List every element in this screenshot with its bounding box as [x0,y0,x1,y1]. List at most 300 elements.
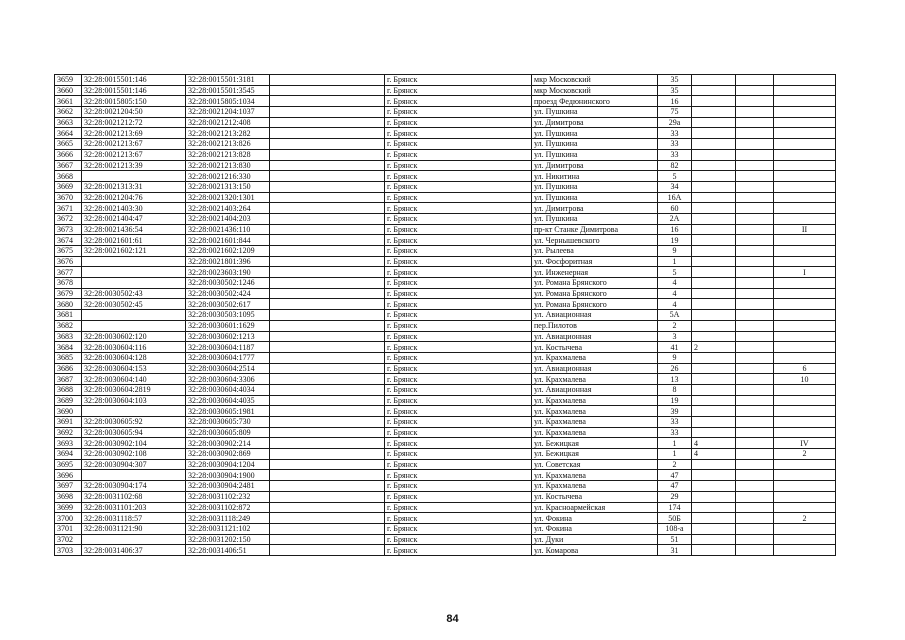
cell-number: 3662 [55,107,82,118]
table-row [55,192,836,203]
table-row [55,203,836,214]
cell-city: г. Брянск [385,235,532,246]
cell-empty [270,128,385,139]
cell-number: 3697 [55,481,82,492]
cell-extra [736,545,774,556]
cell-street: ул. Авиационная [532,384,658,395]
cell-house: 47 [658,481,692,492]
cell-extra [736,160,774,171]
cell-street: ул. Бежицкая [532,449,658,460]
table-row [55,470,836,481]
cell-extra [736,117,774,128]
cell-room [774,107,836,118]
table-row [55,85,836,96]
cell-parcel-cadastral-number: 32:28:0021313:31 [82,181,186,192]
cell-city: г. Брянск [385,267,532,278]
table-row [55,246,836,257]
cell-extra [736,85,774,96]
cell-parcel-cadastral-number: 32:28:0015501:146 [82,85,186,96]
cell-room [774,534,836,545]
cell-house: 33 [658,128,692,139]
table-row [55,224,836,235]
cell-city: г. Брянск [385,160,532,171]
cell-building: 4 [692,449,736,460]
cell-parcel-cadastral-number: 32:28:0021204:50 [82,107,186,118]
cell-parcel-cadastral-number: 32:28:0030604:128 [82,352,186,363]
cell-room: 2 [774,449,836,460]
cell-house: 51 [658,534,692,545]
cell-empty [270,459,385,470]
cell-street: ул. Авиационная [532,331,658,342]
cell-empty [270,256,385,267]
cell-parcel-cadastral-number [82,470,186,481]
cell-parcel-cadastral-number: 32:28:0030604:116 [82,342,186,353]
cell-parcel-cadastral-number [82,267,186,278]
cell-room [774,203,836,214]
cell-building [692,470,736,481]
cell-city: г. Брянск [385,75,532,86]
cell-building-cadastral-number: 32:28:0031121:102 [186,523,270,534]
cell-street: мкр Московский [532,75,658,86]
cell-street: ул. Романа Брянского [532,278,658,289]
cell-building [692,96,736,107]
cell-extra [736,213,774,224]
cell-extra [736,438,774,449]
table-row [55,374,836,385]
cell-extra [736,139,774,150]
cell-building-cadastral-number: 32:28:0030904:2481 [186,481,270,492]
cell-extra [736,203,774,214]
cell-city: г. Брянск [385,331,532,342]
cell-room [774,470,836,481]
cell-building-cadastral-number: 32:28:0030904:1900 [186,470,270,481]
cell-extra [736,320,774,331]
cell-number: 3685 [55,352,82,363]
cell-building-cadastral-number: 32:28:0021216:330 [186,171,270,182]
cell-room [774,384,836,395]
cell-street: ул. Рылеева [532,246,658,257]
cell-room [774,235,836,246]
cell-extra [736,267,774,278]
cell-empty [270,107,385,118]
cell-building-cadastral-number: 32:28:0021213:282 [186,128,270,139]
cell-extra [736,417,774,428]
table-row [55,160,836,171]
cell-number: 3671 [55,203,82,214]
cell-empty [270,192,385,203]
cell-building-cadastral-number: 32:28:0030604:1777 [186,352,270,363]
cell-number: 3681 [55,310,82,321]
cell-extra [736,363,774,374]
cell-street: ул. Димитрова [532,160,658,171]
cell-parcel-cadastral-number: 32:28:0021601:61 [82,235,186,246]
cell-number: 3701 [55,523,82,534]
cell-building [692,278,736,289]
cell-building [692,107,736,118]
cell-parcel-cadastral-number: 32:28:0031101:203 [82,502,186,513]
cell-building [692,213,736,224]
cell-house: 82 [658,160,692,171]
cell-city: г. Брянск [385,363,532,374]
cell-building-cadastral-number: 32:28:0023603:190 [186,267,270,278]
cell-extra [736,75,774,86]
cell-empty [270,310,385,321]
cell-building-cadastral-number: 32:28:0021601:844 [186,235,270,246]
cell-empty [270,342,385,353]
table-row [55,331,836,342]
cell-building-cadastral-number: 32:28:0021213:828 [186,149,270,160]
cell-street: ул. Пушкина [532,181,658,192]
cell-city: г. Брянск [385,491,532,502]
cell-number: 3699 [55,502,82,513]
cell-street: ул. Костычева [532,491,658,502]
cell-building-cadastral-number: 32:28:0030604:1187 [186,342,270,353]
cell-building [692,459,736,470]
cell-building-cadastral-number: 32:28:0030502:1246 [186,278,270,289]
cell-building [692,192,736,203]
cell-room [774,160,836,171]
cell-parcel-cadastral-number: 32:28:0030605:92 [82,417,186,428]
cell-street: ул. Чернышевского [532,235,658,246]
cell-empty [270,363,385,374]
cell-number: 3693 [55,438,82,449]
cell-room [774,85,836,96]
table-row [55,75,836,86]
cell-street: ул. Пушкина [532,107,658,118]
cell-city: г. Брянск [385,128,532,139]
cell-number: 3675 [55,246,82,257]
cell-building-cadastral-number: 32:28:0030604:3306 [186,374,270,385]
cell-empty [270,278,385,289]
cell-extra [736,374,774,385]
table-row [55,288,836,299]
cell-extra [736,331,774,342]
cell-house: 33 [658,427,692,438]
table-row [55,459,836,470]
cell-empty [270,139,385,150]
cell-parcel-cadastral-number: 32:28:0030604:103 [82,395,186,406]
table-row [55,438,836,449]
cell-parcel-cadastral-number: 32:28:0031102:68 [82,491,186,502]
cell-parcel-cadastral-number: 32:28:0021213:67 [82,139,186,150]
cell-building-cadastral-number: 32:28:0021204:1037 [186,107,270,118]
cell-building [692,256,736,267]
cell-parcel-cadastral-number: 32:28:0021213:39 [82,160,186,171]
cell-building-cadastral-number: 32:28:0021313:150 [186,181,270,192]
cell-parcel-cadastral-number [82,406,186,417]
cell-room [774,406,836,417]
cell-street: ул. Костычева [532,342,658,353]
cell-street: ул. Крахмалева [532,352,658,363]
cell-number: 3673 [55,224,82,235]
cell-room [774,75,836,86]
cell-street: ул. Красноармейская [532,502,658,513]
cell-building [692,139,736,150]
cell-city: г. Брянск [385,513,532,524]
cell-number: 3665 [55,139,82,150]
cell-building [692,491,736,502]
cell-street: ул. Крахмалева [532,374,658,385]
cell-extra [736,128,774,139]
cell-street: ул. Крахмалева [532,417,658,428]
cell-city: г. Брянск [385,481,532,492]
cell-room [774,310,836,321]
cell-number: 3661 [55,96,82,107]
cell-city: г. Брянск [385,449,532,460]
cell-house: 13 [658,374,692,385]
cell-extra [736,481,774,492]
cell-city: г. Брянск [385,523,532,534]
cell-number: 3703 [55,545,82,556]
cell-room [774,502,836,513]
cell-room [774,128,836,139]
cell-building-cadastral-number: 32:28:0030604:2514 [186,363,270,374]
cell-extra [736,224,774,235]
cell-number: 3677 [55,267,82,278]
cell-empty [270,438,385,449]
cell-building-cadastral-number: 32:28:0021602:1209 [186,246,270,257]
cell-city: г. Брянск [385,256,532,267]
cell-empty [270,149,385,160]
cell-building [692,331,736,342]
cell-extra [736,523,774,534]
cell-parcel-cadastral-number: 32:28:0030502:45 [82,299,186,310]
cell-city: г. Брянск [385,181,532,192]
cell-room [774,523,836,534]
cell-empty [270,320,385,331]
cell-street: ул. Авиационная [532,363,658,374]
cell-parcel-cadastral-number: 32:28:0030904:174 [82,481,186,492]
cell-extra [736,299,774,310]
cell-extra [736,342,774,353]
cell-building [692,149,736,160]
cell-building [692,267,736,278]
cell-extra [736,149,774,160]
cell-house: 35 [658,75,692,86]
cell-number: 3698 [55,491,82,502]
cell-room [774,331,836,342]
cell-room [774,288,836,299]
cell-street: мкр Московский [532,85,658,96]
cell-building-cadastral-number: 32:28:0030604:4035 [186,395,270,406]
table-row [55,213,836,224]
cell-house: 31 [658,545,692,556]
cell-number: 3676 [55,256,82,267]
cell-number: 3700 [55,513,82,524]
cell-parcel-cadastral-number [82,278,186,289]
cell-city: г. Брянск [385,545,532,556]
cell-building-cadastral-number: 32:28:0021404:203 [186,213,270,224]
cell-empty [270,203,385,214]
cell-city: г. Брянск [385,246,532,257]
cell-parcel-cadastral-number [82,534,186,545]
cell-building [692,320,736,331]
cell-empty [270,352,385,363]
cell-extra [736,395,774,406]
cell-building [692,75,736,86]
cell-parcel-cadastral-number: 32:28:0021436:54 [82,224,186,235]
cell-extra [736,96,774,107]
cell-empty [270,235,385,246]
cell-city: г. Брянск [385,85,532,96]
cell-house: 60 [658,203,692,214]
cell-building-cadastral-number: 32:28:0030602:1213 [186,331,270,342]
cell-building [692,384,736,395]
cell-building [692,502,736,513]
cell-room [774,395,836,406]
cell-house: 16 [658,224,692,235]
table-row [55,96,836,107]
cell-number: 3669 [55,181,82,192]
cell-house: 75 [658,107,692,118]
cell-building-cadastral-number: 32:28:0021213:826 [186,139,270,150]
cell-parcel-cadastral-number: 32:28:0030502:43 [82,288,186,299]
cell-building-cadastral-number: 32:28:0030902:869 [186,449,270,460]
cell-extra [736,513,774,524]
cell-building-cadastral-number: 32:28:0031406:51 [186,545,270,556]
cell-empty [270,160,385,171]
cell-room [774,342,836,353]
cell-number: 3666 [55,149,82,160]
table-row [55,320,836,331]
cell-parcel-cadastral-number: 32:28:0031118:57 [82,513,186,524]
cell-city: г. Брянск [385,299,532,310]
table-row [55,107,836,118]
cell-parcel-cadastral-number: 32:28:0021404:47 [82,213,186,224]
cell-street: ул. Романа Брянского [532,299,658,310]
cell-city: г. Брянск [385,417,532,428]
cell-house: 19 [658,235,692,246]
cell-parcel-cadastral-number [82,171,186,182]
cell-empty [270,534,385,545]
register-body [55,75,836,556]
cell-room [774,320,836,331]
cell-number: 3683 [55,331,82,342]
cell-empty [270,267,385,278]
cell-city: г. Брянск [385,534,532,545]
cell-number: 3696 [55,470,82,481]
cell-empty [270,523,385,534]
cell-street: ул. Фокина [532,513,658,524]
cell-building [692,203,736,214]
cell-building [692,310,736,321]
table-row [55,278,836,289]
cell-building [692,406,736,417]
cell-parcel-cadastral-number: 32:28:0021602:121 [82,246,186,257]
cell-extra [736,502,774,513]
cell-empty [270,470,385,481]
cell-house: 47 [658,470,692,481]
table-row [55,491,836,502]
cell-number: 3659 [55,75,82,86]
cell-parcel-cadastral-number [82,310,186,321]
cell-parcel-cadastral-number: 32:28:0030605:94 [82,427,186,438]
cell-building [692,427,736,438]
cell-parcel-cadastral-number: 32:28:0015805:150 [82,96,186,107]
cell-city: г. Брянск [385,459,532,470]
cell-building-cadastral-number: 32:28:0031118:249 [186,513,270,524]
cell-parcel-cadastral-number: 32:28:0031121:90 [82,523,186,534]
cell-extra [736,352,774,363]
cell-building-cadastral-number: 32:28:0030902:214 [186,438,270,449]
cell-city: г. Брянск [385,384,532,395]
cell-room [774,491,836,502]
cell-house: 2 [658,320,692,331]
cell-house: 26 [658,363,692,374]
cell-city: г. Брянск [385,320,532,331]
cell-room [774,417,836,428]
cell-city: г. Брянск [385,203,532,214]
cell-house: 4 [658,299,692,310]
cell-extra [736,491,774,502]
cell-city: г. Брянск [385,374,532,385]
table-row [55,363,836,374]
cell-building-cadastral-number: 32:28:0015501:3545 [186,85,270,96]
cell-street: пр-кт Станке Димитрова [532,224,658,235]
cell-empty [270,299,385,310]
cell-building-cadastral-number: 32:28:0031202:150 [186,534,270,545]
cell-city: г. Брянск [385,224,532,235]
cell-number: 3702 [55,534,82,545]
cell-building [692,417,736,428]
cell-house: 2А [658,213,692,224]
cell-parcel-cadastral-number [82,256,186,267]
page-number: 84 [446,613,459,625]
cell-street: ул. Пушкина [532,149,658,160]
cell-building [692,181,736,192]
cell-house: 29а [658,117,692,128]
cell-street: проезд Федюнинского [532,96,658,107]
table-row [55,449,836,460]
cell-house: 5 [658,171,692,182]
cell-city: г. Брянск [385,427,532,438]
cell-empty [270,502,385,513]
cell-building-cadastral-number: 32:28:0021801:396 [186,256,270,267]
cell-street: ул. Фосфоритная [532,256,658,267]
cell-building-cadastral-number: 32:28:0031102:872 [186,502,270,513]
cell-empty [270,384,385,395]
cell-extra [736,449,774,460]
cell-parcel-cadastral-number: 32:28:0021204:76 [82,192,186,203]
cell-room: 6 [774,363,836,374]
cell-number: 3674 [55,235,82,246]
table-row [55,406,836,417]
table-row [55,149,836,160]
cell-extra [736,181,774,192]
cell-building-cadastral-number: 32:28:0030601:1629 [186,320,270,331]
cell-house: 4 [658,288,692,299]
cell-house: 9 [658,246,692,257]
cell-street: ул. Крахмалева [532,481,658,492]
cell-room: 2 [774,513,836,524]
cell-room: 10 [774,374,836,385]
cell-city: г. Брянск [385,342,532,353]
cell-city: г. Брянск [385,288,532,299]
cell-room [774,278,836,289]
table-row [55,384,836,395]
table-row [55,534,836,545]
cell-house: 1 [658,256,692,267]
cell-building-cadastral-number: 32:28:0015805:1034 [186,96,270,107]
cell-house: 16А [658,192,692,203]
cell-building-cadastral-number: 32:28:0015501:3181 [186,75,270,86]
cell-extra [736,288,774,299]
cell-building-cadastral-number: 32:28:0030605:1981 [186,406,270,417]
cell-building [692,224,736,235]
cell-number: 3692 [55,427,82,438]
cell-city: г. Брянск [385,438,532,449]
cell-parcel-cadastral-number: 32:28:0021403:30 [82,203,186,214]
